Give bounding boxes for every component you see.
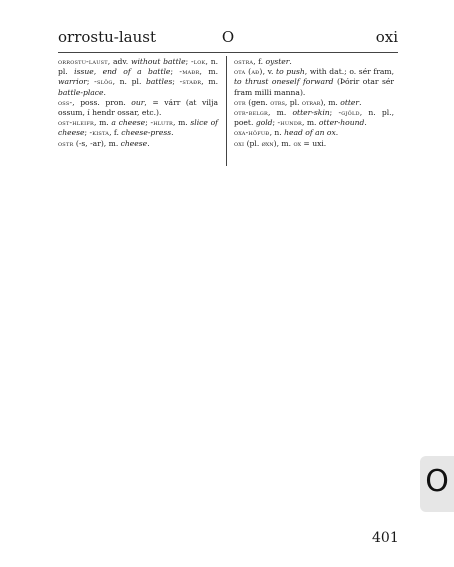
entry-ostr xyxy=(58,139,218,149)
entry-text: ; xyxy=(329,108,339,118)
gloss: without battle xyxy=(130,57,186,66)
gloss: issue, end of a battle xyxy=(74,67,171,77)
headword: otr xyxy=(234,97,246,107)
entry-oss xyxy=(58,98,218,118)
header-first-word: orrostu-laust xyxy=(58,28,156,46)
entry-oxi xyxy=(234,139,394,149)
entry-text: , = várr (at vilja ossum, í hendr ossar, etc.). xyxy=(58,97,218,118)
subheadword: -slög xyxy=(94,77,113,87)
entry-text: ; xyxy=(172,77,180,87)
entry-oxa-hofud xyxy=(234,128,394,138)
entry-text: . xyxy=(364,118,367,128)
header-section-letter: O xyxy=(221,28,235,46)
entry-text: . xyxy=(335,128,339,138)
entry-text: , n. pl. xyxy=(58,57,218,77)
gloss: our xyxy=(131,97,145,107)
entry-text: , pl. xyxy=(284,97,302,107)
gloss: to thrust oneself forward xyxy=(234,77,334,87)
entry-text: . xyxy=(103,87,106,97)
header-last-word: oxi xyxy=(375,28,398,46)
entry-text: (gen. xyxy=(245,97,271,107)
subheadword: -kista xyxy=(89,128,110,138)
gloss: battles xyxy=(146,77,173,87)
left-column xyxy=(58,57,218,149)
gloss: cheese xyxy=(120,138,148,148)
headword: oss- xyxy=(58,97,73,107)
entry-text: ; xyxy=(86,77,95,87)
entry-text: , f. xyxy=(109,128,122,138)
headword: ostr xyxy=(58,138,74,148)
entry-text: , m. xyxy=(267,108,293,118)
column-divider xyxy=(226,56,227,166)
headword: orrostu-laust xyxy=(58,57,108,66)
entry-text: , n. pl. xyxy=(112,77,147,87)
entry-text: = uxi. xyxy=(301,138,327,148)
entry-text: , m. xyxy=(93,118,112,128)
entry-text: , n. pl., poet. xyxy=(234,108,395,128)
headword: oxa-höfuð xyxy=(234,128,270,138)
entry-otr-belgr xyxy=(234,108,394,128)
gloss: head of an ox xyxy=(284,128,336,138)
entry-text: , m. xyxy=(201,77,218,87)
entry-text: , m. xyxy=(172,118,191,128)
entry-text: ; xyxy=(145,118,151,128)
entry-text: . xyxy=(171,128,174,138)
entry-text: (-s, -ar), m. xyxy=(73,138,121,148)
entry-orrostu-laust xyxy=(58,57,218,98)
gloss: to push xyxy=(276,67,305,77)
header-rule xyxy=(58,52,398,53)
entry-text: . xyxy=(359,97,362,107)
entry-text: , poss. pron. xyxy=(72,97,132,107)
gloss: otter-hound xyxy=(318,118,365,128)
entry-text: , m. xyxy=(199,67,218,77)
headword: otr-belgr xyxy=(234,108,268,118)
entry-text: ), m. xyxy=(273,138,294,148)
gloss: cheese-press xyxy=(121,128,172,138)
subheadword: -maðr xyxy=(179,67,200,77)
entry-text: (pl. xyxy=(244,138,262,148)
entry-text: ; xyxy=(272,118,278,128)
inflection: otrs xyxy=(270,97,285,107)
subheadword: -gjöld xyxy=(338,108,360,118)
headword: oxi xyxy=(234,138,245,148)
inflection: otrar xyxy=(301,97,321,107)
gloss: slice of cheese xyxy=(58,118,218,138)
entry-ostra xyxy=(234,57,394,67)
entry-text: ; xyxy=(170,67,180,77)
entry-ota xyxy=(234,67,394,98)
entry-text: , adv. xyxy=(107,57,131,66)
gloss: otter xyxy=(340,97,360,107)
gloss: gold xyxy=(255,118,273,128)
page-number: 401 xyxy=(372,530,399,546)
subheadword: -lok xyxy=(190,57,206,66)
entry-ost-hleifr xyxy=(58,118,218,138)
entry-text: , m. xyxy=(302,118,319,128)
entry-text: , n. xyxy=(269,128,285,138)
gloss: a cheese xyxy=(111,118,146,128)
gloss: oyster xyxy=(265,57,290,66)
gloss: warrior xyxy=(58,77,87,87)
gloss: battle-place xyxy=(58,87,104,97)
entry-otr xyxy=(234,98,394,108)
right-column xyxy=(234,57,394,149)
headword: ostra xyxy=(234,57,254,66)
subheadword: -hundr xyxy=(277,118,303,128)
thumb-index-tab xyxy=(420,456,454,512)
entry-text: , f. xyxy=(253,57,266,66)
running-header xyxy=(58,28,398,50)
subheadword: -hlutr xyxy=(150,118,173,128)
entry-text: ), m. xyxy=(320,97,341,107)
thumb-index-letter: O xyxy=(425,464,449,499)
entry-text: . xyxy=(289,57,292,66)
entry-text: ; xyxy=(185,57,191,66)
entry-text: (Þórir otar sér fram milli manna). xyxy=(234,77,394,97)
entry-text: ; xyxy=(84,128,90,138)
entry-text: . xyxy=(147,138,150,148)
inflection: øxn xyxy=(261,138,274,148)
inflection: ox xyxy=(293,138,302,148)
headword: ota (að) xyxy=(234,67,263,77)
headword: ost-hleifr xyxy=(58,118,94,128)
entry-text: , with dat.; o. sér fram, xyxy=(304,67,395,77)
entry-text: , v. xyxy=(262,67,277,77)
gloss: otter-skin xyxy=(292,108,330,118)
subheadword: -staðr xyxy=(179,77,202,87)
